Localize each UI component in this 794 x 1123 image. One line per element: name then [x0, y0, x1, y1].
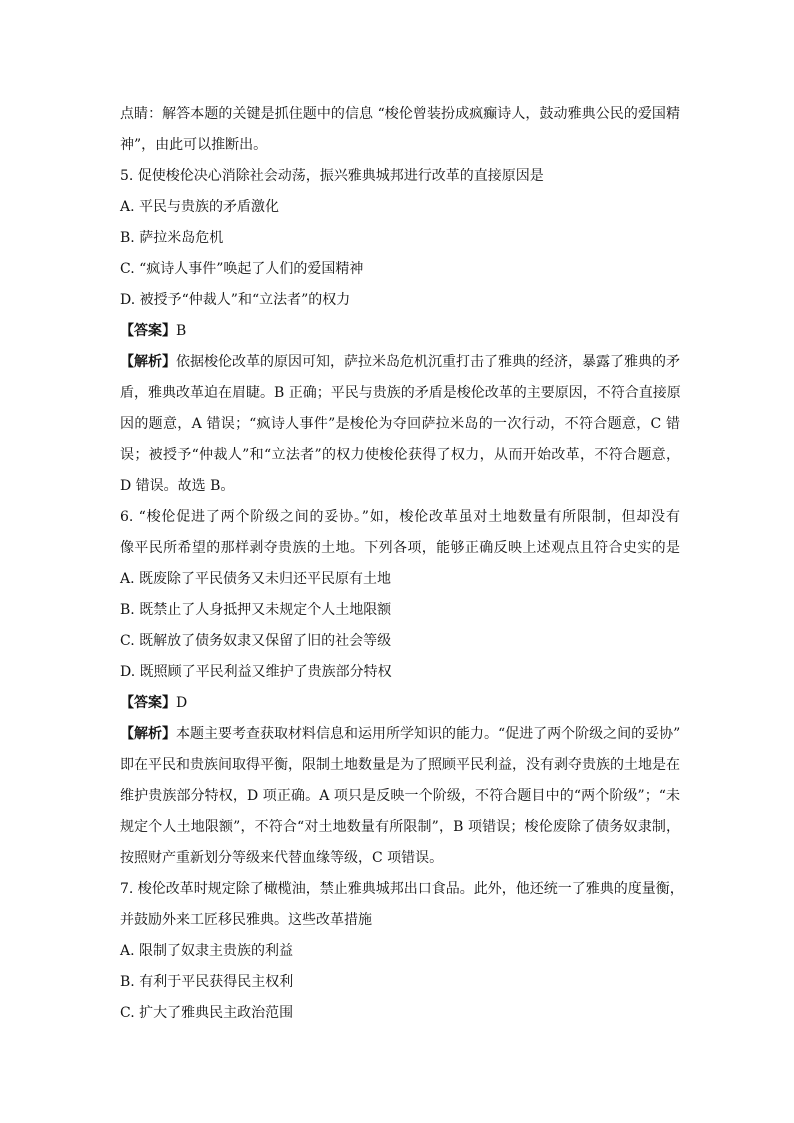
- q5-stem-text: 5. 促使梭伦决心消除社会动荡，振兴雅典城邦进行改革的直接原因是: [120, 168, 544, 184]
- q5-option-b: [120, 223, 680, 254]
- q7-option-c: [120, 998, 680, 1029]
- q6-answer-label: 【答案】: [120, 695, 176, 711]
- document-body: [120, 99, 684, 1029]
- q6-stem-1-text: 6. “梭伦促进了两个阶级之间的妥协。”如，梭伦改革虽对土地数量有所限制，但却没有: [120, 509, 680, 525]
- q6-option-d-text: D. 既照顾了平民利益又维护了贵族部分特权: [120, 664, 392, 680]
- q6-analysis-2: [120, 750, 680, 781]
- q6-analysis-3-text: 维护贵族部分特权，D 项正确。A 项只是反映一个阶级，不符合题目中的“两个阶级”；“未: [120, 788, 680, 804]
- q5-option-d: [120, 285, 680, 316]
- q6-option-b-text: B. 既禁止了人身抵押又未规定个人土地限额: [120, 602, 392, 618]
- q6-analysis-4-text: 规定个人土地限额”，不符合“对土地数量有所限制”，B 项错误；梭伦废除了债务奴隶制，: [120, 819, 680, 835]
- q6-analysis-1-label: 【解析】: [120, 726, 176, 742]
- q6-stem-2-text: 像平民所希望的那样剥夺贵族的土地。下列各项，能够正确反映上述观点且符合史实的是: [120, 540, 680, 556]
- q7-stem-1: [120, 874, 684, 905]
- q7-option-c-text: C. 扩大了雅典民主政治范围: [120, 1005, 294, 1021]
- q5-option-a: [120, 192, 680, 223]
- tip-line-2: [120, 130, 680, 161]
- q5-answer-text: B: [176, 323, 187, 339]
- q5-option-b-text: B. 萨拉米岛危机: [120, 230, 224, 246]
- q6-analysis-3: [120, 781, 680, 812]
- q5-analysis-3: [120, 409, 680, 440]
- q6-analysis-4: [120, 812, 680, 843]
- q7-stem-2-text: 并鼓励外来工匠移民雅典。这些改革措施: [120, 912, 372, 928]
- q6-analysis-1-text: 本题主要考查获取材料信息和运用所学知识的能力。“促进了两个阶级之间的妥协”: [176, 726, 681, 742]
- q7-option-a-text: A. 限制了奴隶主贵族的利益: [120, 943, 294, 959]
- q5-analysis-2-text: 盾，雅典改革迫在眉睫。B 正确；平民与贵族的矛盾是梭伦改革的主要原因，不符合直接原: [120, 385, 681, 401]
- q5-stem: [120, 161, 680, 192]
- q5-option-c: [120, 254, 680, 285]
- q6-option-d: [120, 657, 680, 688]
- q5-answer: [120, 316, 680, 347]
- q6-answer-text: D: [176, 695, 188, 711]
- q5-option-a-text: A. 平民与贵族的矛盾激化: [120, 199, 280, 215]
- q5-analysis-4: [120, 440, 680, 471]
- q5-option-c-text: C. “疯诗人事件”唤起了人们的爱国精神: [120, 261, 364, 277]
- q6-option-c-text: C. 既解放了债务奴隶又保留了旧的社会等级: [120, 633, 392, 649]
- q5-analysis-4-text: 误；被授予“仲裁人”和“立法者”的权力使梭伦获得了权力，从而开始改革，不符合题意，: [120, 447, 680, 463]
- tip-line-1: [120, 99, 680, 130]
- tip-line-1-text: 点睛：解答本题的关键是抓住题中的信息 “梭伦曾装扮成疯癫诗人，鼓动雅典公民的爱国精: [120, 106, 680, 122]
- q6-answer: [120, 688, 680, 719]
- q6-stem-1: [120, 502, 680, 533]
- q5-analysis-5-text: D 错误。故选 B。: [120, 478, 235, 494]
- q5-analysis-1-label: 【解析】: [120, 354, 176, 370]
- q7-stem-2: [120, 905, 680, 936]
- q6-option-c: [120, 626, 680, 657]
- q7-option-a: [120, 936, 680, 967]
- q6-option-a-text: A. 既废除了平民债务又未归还平民原有土地: [120, 571, 392, 587]
- q6-analysis-1: [120, 719, 680, 750]
- q7-option-b-text: B. 有利于平民获得民主权利: [120, 974, 294, 990]
- tip-line-2-text: 神”，由此可以推断出。: [120, 137, 268, 153]
- q5-analysis-1-text: 依据梭伦改革的原因可知，萨拉米岛危机沉重打击了雅典的经济，暴露了雅典的矛: [176, 354, 680, 370]
- q6-stem-2: [120, 533, 680, 564]
- q6-analysis-2-text: 即在平民和贵族间取得平衡，限制土地数量是为了照顾平民利益，没有剥夺贵族的土地是在: [120, 757, 680, 773]
- q7-stem-1-text: 7. 梭伦改革时规定除了橄榄油，禁止雅典城邦出口食品。此外，他还统一了雅典的度量衡，: [120, 881, 684, 897]
- q5-analysis-2: [120, 378, 680, 409]
- q5-analysis-5: [120, 471, 680, 502]
- q6-analysis-5: [120, 843, 680, 874]
- q5-analysis-1: [120, 347, 680, 378]
- q5-analysis-3-text: 因的题意，A 错误；“疯诗人事件”是梭伦为夺回萨拉米岛的一次行动，不符合题意，C 错: [120, 416, 680, 432]
- q7-option-b: [120, 967, 680, 998]
- q6-option-a: [120, 564, 680, 595]
- q6-analysis-5-text: 按照财产重新划分等级来代替血缘等级，C 项错误。: [120, 850, 444, 866]
- q5-option-d-text: D. 被授予“仲裁人”和“立法者”的权力: [120, 292, 351, 308]
- q5-answer-label: 【答案】: [120, 323, 176, 339]
- q6-option-b: [120, 595, 680, 626]
